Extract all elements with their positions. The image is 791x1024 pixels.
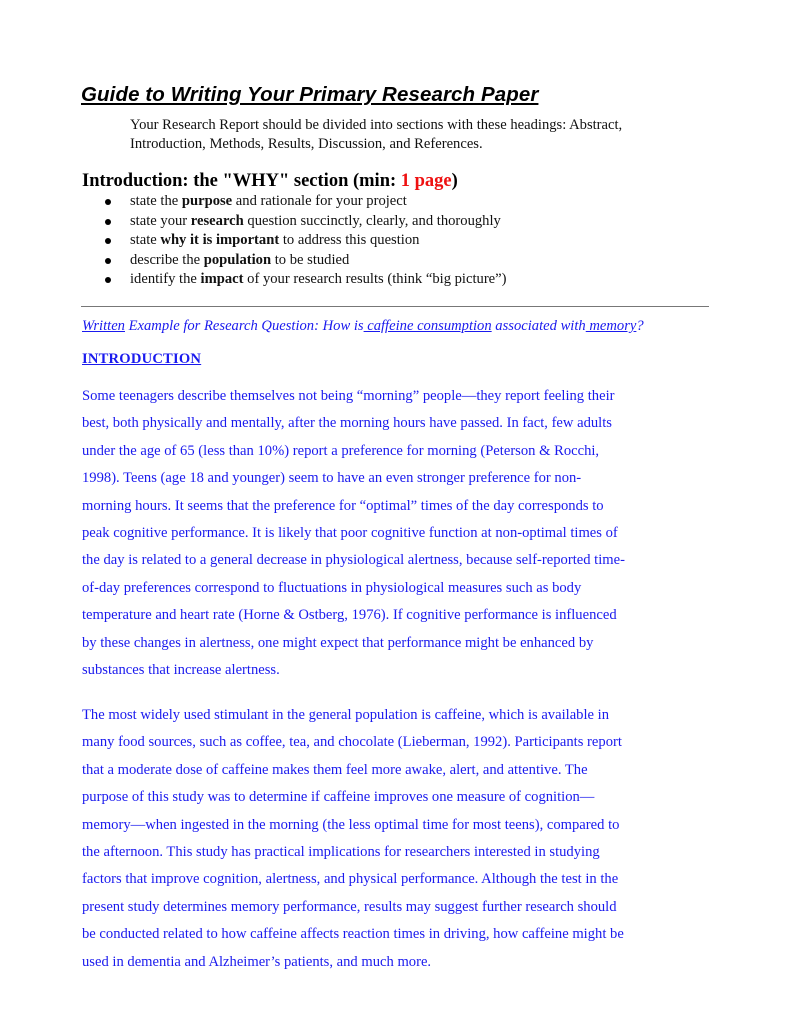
bullet-icon [105,238,111,244]
paragraph-line: temperature and heart rate (Horne & Ostberg, 1976). If cognitive performance is influenced [82,607,617,624]
topic-memory: memory [585,318,637,334]
bullet-keyword: why it is important [160,232,280,248]
paragraph-line: peak cognitive performance. It is likely that poor cognitive function at non-optimal times of [82,525,618,542]
bullet-keyword: research [190,212,244,229]
paragraph-line: The most widely used stimulant in the general population is caffeine, which is available in [82,707,609,723]
intro-note [130,116,710,154]
paragraph-line: morning hours. It seems that the preference for “optimal” times of the day corresponds to [82,497,604,514]
intro-note-line: Your Research Report should be divided into sections with these headings: Abstract, [130,117,623,133]
section-heading-text: Introduction: the "WHY" section (min: [82,171,401,191]
list-item [100,251,507,271]
question-mark: ? [636,318,644,334]
section-heading-close: ) [451,171,458,191]
paragraph-line: factors that improve cognition, alertness, and physical performance. Although the test in the [82,871,619,888]
page-requirement: 1 page [400,171,452,191]
paragraph-line: that a moderate dose of caffeine makes them feel more awake, alert, and attentive. The [82,761,588,778]
list-item [100,212,507,232]
list-item [100,231,507,251]
paragraph-line: of-day preferences correspond to fluctuations in physiological measures such as body [82,579,582,596]
topic-caffeine: caffeine consumption [363,318,492,334]
paragraph-line: 1998). Teens (age 18 and younger) seem to have an even stronger preference for non- [82,470,582,487]
paragraph-line: by these changes in alertness, one might expect that performance might be enhanced by [82,634,594,651]
bullet-text: to be studied [271,251,350,268]
bullet-icon [105,219,111,225]
intro-note-line: Introduction, Methods, Results, Discussion, and References. [130,136,483,152]
paragraph-line: memory—when ingested in the morning (the less optimal time for most teens), compared to [82,816,620,833]
bullet-text: question succinctly, clearly, and thoroughly [243,212,501,229]
bullet-icon [105,199,111,205]
paragraph-line: present study determines memory performance, results may suggest further research should [82,898,617,915]
paragraph-line: best, both physically and mentally, after the morning hours have passed. In fact, few adults [82,415,612,432]
bullet-text: state [130,232,161,248]
list-item [100,270,507,290]
paragraph-line: used in dementia and Alzheimer’s patients, and much more. [82,953,432,970]
bullet-icon [105,258,111,264]
written-label: Written [82,318,125,334]
question-text: associated with [491,318,586,334]
bullet-icon [105,277,111,283]
bullet-text: state the [130,193,182,209]
paragraph-line: under the age of 65 (less than 10%) report a preference for morning (Peterson & Rocchi, [82,442,600,459]
bullet-text: describe the [130,251,204,268]
bullet-text: and rationale for your project [232,193,407,209]
example-paragraph-1 [82,383,722,684]
paragraph-line: many food sources, such as coffee, tea, and chocolate (Lieberman, 1992). Participants report [82,734,622,751]
bullet-text: identify the [130,271,201,287]
bullet-text: state your [130,212,191,229]
requirements-list [100,192,507,290]
paragraph-line: be conducted related to how caffeine affects reaction times in driving, how caffeine might be [82,926,624,943]
paragraph-line: Some teenagers describe themselves not being “morning” people—they report feeling their [82,388,615,404]
example-research-question [82,318,644,335]
paragraph-line: substances that increase alertness. [82,662,280,679]
question-text: Example for Research Question: How is [124,318,364,334]
paragraph-line: the day is related to a general decrease in physiological alertness, because self-reported time- [82,552,625,569]
example-introduction-heading: INTRODUCTION [82,351,202,367]
bullet-text: of your research results (think “big picture”) [243,271,507,287]
paragraph-line: the afternoon. This study has practical implications for researchers interested in studying [82,844,600,861]
section-heading-introduction [82,171,458,192]
bullet-text: to address this question [279,232,420,248]
list-item [100,192,507,212]
bullet-keyword: population [203,251,272,268]
paragraph-line: purpose of this study was to determine if caffeine improves one measure of cognition— [82,789,595,806]
bullet-keyword: purpose [181,193,233,209]
page-title: Guide to Writing Your Primary Research Paper [81,83,539,106]
bullet-keyword: impact [200,271,244,287]
example-paragraph-2 [82,702,722,976]
horizontal-divider [81,306,709,307]
